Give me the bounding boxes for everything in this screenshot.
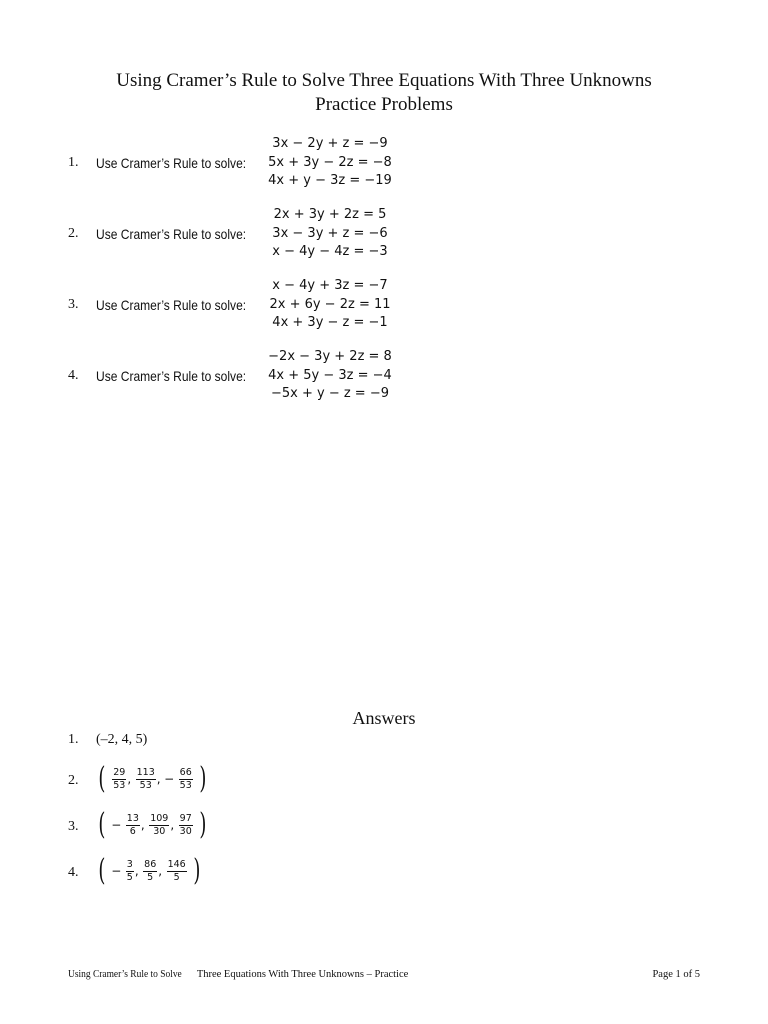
left-paren: ( <box>98 853 106 888</box>
page-title: Using Cramer’s Rule to Solve Three Equations With Three Unknowns <box>116 70 652 91</box>
equation: 4x + y − 3z = −19 <box>268 173 392 188</box>
problem-number: 3. <box>68 297 79 312</box>
problem-label: Use Cramer’s Rule to solve: <box>96 155 247 171</box>
answer-number: 1. <box>68 732 79 747</box>
problem-number: 2. <box>68 226 79 241</box>
footer-page-number: Page 1 of 5 <box>652 969 700 980</box>
answer-value: (–2, 4, 5) <box>96 732 148 747</box>
left-paren: ( <box>98 807 106 842</box>
fraction: $\frac{29}{53}$ <box>113 766 126 791</box>
equation: 3x − 3y + z = −6 <box>272 225 388 241</box>
fraction: $\frac{66}{53}$ <box>179 766 192 791</box>
equation-system <box>265 277 395 333</box>
problem-number: 4. <box>68 368 79 383</box>
problem-number: 1. <box>68 155 79 170</box>
equation: −2x − 3y + 2z = 8 <box>268 349 392 364</box>
fraction: $\frac{113}{53}$ <box>136 766 155 791</box>
fraction: $\frac{86}{5}$ <box>144 858 157 883</box>
right-paren: ) <box>193 853 201 888</box>
equation-system <box>265 135 395 191</box>
equation: x − 4y + 3z = −7 <box>272 278 388 293</box>
left-paren: ( <box>98 761 106 796</box>
answer-value: ( $\frac{29}{53}$ , $\frac{113}{53}$ , − $\frac{66}{53}$ ) <box>98 761 207 796</box>
answer-value: ( − $\frac{13}{6}$ , $\frac{109}{30}$ , $\frac{97}{30}$ ) <box>98 807 207 842</box>
equation: 4x + 3y − z = −1 <box>272 315 388 330</box>
answer-number: 3. <box>68 819 79 834</box>
equation-system <box>265 348 395 404</box>
fraction: $\frac{3}{5}$ <box>126 858 133 883</box>
answer-value: ( − $\frac{3}{5}$ , $\frac{86}{5}$ , $\frac{146}{5}$ ) <box>98 853 201 888</box>
problem-3 <box>0 277 768 337</box>
equation: 3x − 2y + z = −9 <box>272 136 388 151</box>
equation: 2x + 3y + 2z = 5 <box>273 207 387 222</box>
fraction: $\frac{146}{5}$ <box>167 858 186 883</box>
equation: 5x + 3y − 2z = −8 <box>268 154 392 170</box>
fraction: $\frac{97}{30}$ <box>179 812 192 837</box>
right-paren: ) <box>199 761 207 796</box>
answers-heading: Answers <box>352 708 416 728</box>
page-subtitle: Practice Problems <box>315 94 453 115</box>
fraction: $\frac{13}{6}$ <box>126 812 139 837</box>
footer-document-title: Using Cramer’s Rule to Solve Three Equations With Three Unknowns – Practice <box>68 969 409 980</box>
problem-label: Use Cramer’s Rule to solve: <box>96 297 247 313</box>
equation-system <box>265 206 395 262</box>
equation: 2x + 6y − 2z = 11 <box>269 296 391 312</box>
problem-label: Use Cramer’s Rule to solve: <box>96 368 247 384</box>
problem-4 <box>0 348 768 408</box>
equation: −5x + y − z = −9 <box>270 386 389 401</box>
fraction: $\frac{109}{30}$ <box>150 812 169 837</box>
equation: x − 4y − 4z = −3 <box>272 244 388 259</box>
right-paren: ) <box>199 807 207 842</box>
answer-number: 4. <box>68 865 79 880</box>
problem-label: Use Cramer’s Rule to solve: <box>96 226 247 242</box>
problem-1 <box>0 135 768 195</box>
problem-2 <box>0 206 768 266</box>
equation: 4x + 5y − 3z = −4 <box>268 367 392 383</box>
answer-number: 2. <box>68 773 79 788</box>
